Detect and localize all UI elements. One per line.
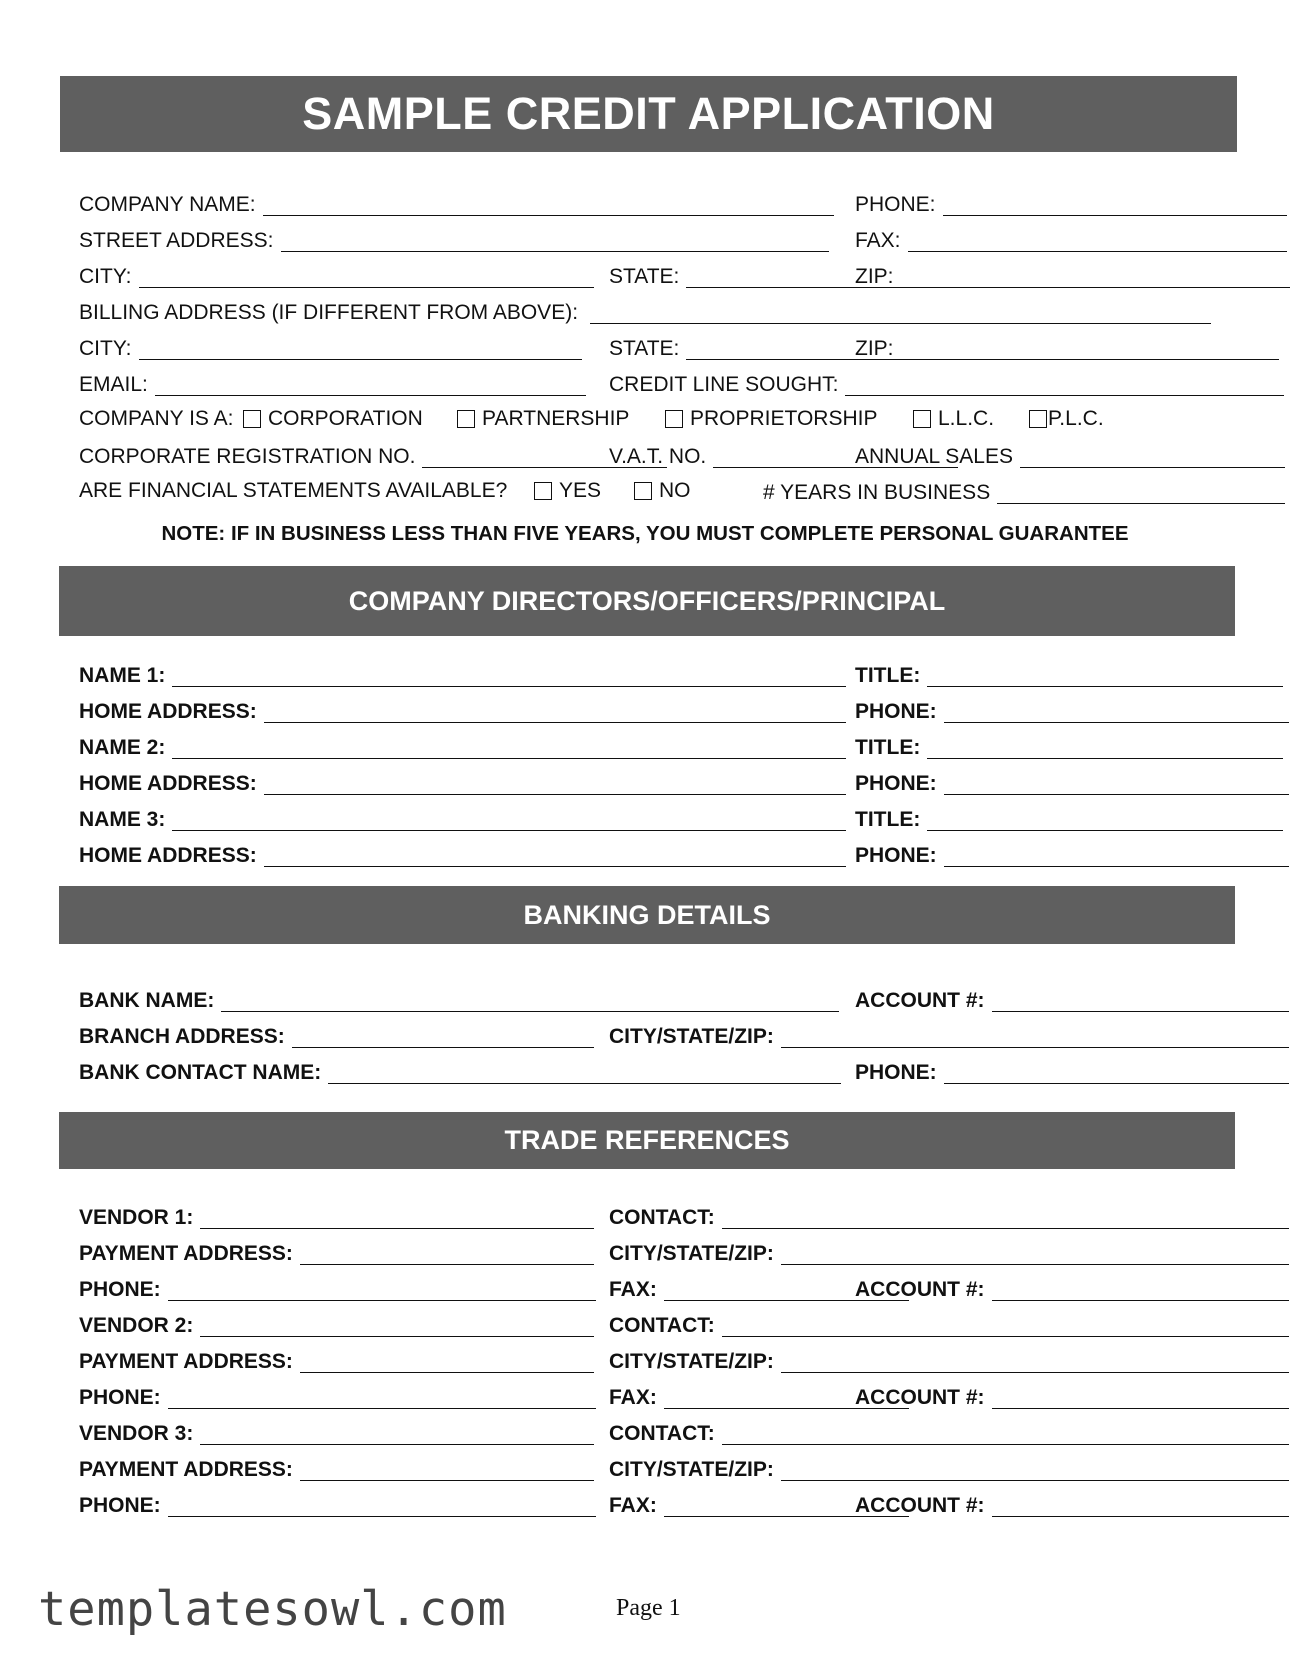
vendor3-phone-input[interactable] bbox=[168, 1496, 596, 1517]
fin-statements-label: ARE FINANCIAL STATEMENTS AVAILABLE? bbox=[79, 479, 508, 502]
director2-phone-input[interactable] bbox=[944, 774, 1289, 795]
vendor3-payment-field[interactable]: PAYMENT ADDRESS: bbox=[79, 1455, 594, 1481]
bank-contact-input[interactable] bbox=[328, 1063, 841, 1084]
director1-title-field[interactable]: TITLE: bbox=[855, 661, 1283, 687]
director3-title-field[interactable]: TITLE: bbox=[855, 805, 1283, 831]
bank-phone-field[interactable]: PHONE: bbox=[855, 1058, 1289, 1084]
vendor3-account-field[interactable]: ACCOUNT #: bbox=[855, 1491, 1289, 1517]
years-field[interactable]: # YEARS IN BUSINESS bbox=[763, 478, 1285, 504]
option-yes[interactable]: YES bbox=[534, 478, 601, 504]
vendor2-payment-field[interactable]: PAYMENT ADDRESS: bbox=[79, 1347, 594, 1373]
vendor3-field[interactable]: VENDOR 3: bbox=[79, 1419, 594, 1445]
director3-title-input[interactable] bbox=[927, 810, 1283, 831]
director1-title-input[interactable] bbox=[927, 666, 1283, 687]
proprietorship-checkbox[interactable] bbox=[665, 410, 683, 428]
company-type-label: COMPANY IS A: bbox=[79, 407, 234, 430]
vendor2-city-field[interactable]: CITY/STATE/ZIP: bbox=[609, 1347, 1289, 1373]
vendor1-payment-field[interactable]: PAYMENT ADDRESS: bbox=[79, 1239, 594, 1265]
bank-city-state-zip-field[interactable]: CITY/STATE/ZIP: bbox=[609, 1022, 1289, 1048]
vendor1-payment-input[interactable] bbox=[300, 1244, 594, 1265]
director1-name-field[interactable]: NAME 1: bbox=[79, 661, 846, 687]
watermark-logo: templatesowl.com bbox=[38, 1582, 507, 1637]
vendor1-city-input[interactable] bbox=[781, 1244, 1289, 1265]
annual-sales-field[interactable]: ANNUAL SALES bbox=[855, 442, 1285, 468]
director2-address-field[interactable]: HOME ADDRESS: bbox=[79, 769, 846, 795]
vendor1-account-field[interactable]: ACCOUNT #: bbox=[855, 1275, 1289, 1301]
company-fax-input[interactable] bbox=[908, 231, 1287, 252]
company-phone-input[interactable] bbox=[943, 195, 1287, 216]
vendor1-phone-field[interactable]: PHONE: bbox=[79, 1275, 596, 1301]
bank-contact-field[interactable]: BANK CONTACT NAME: bbox=[79, 1058, 841, 1084]
email-input[interactable] bbox=[155, 375, 586, 396]
branch-address-field[interactable]: BRANCH ADDRESS: bbox=[79, 1022, 594, 1048]
vendor1-contact-field[interactable]: CONTACT: bbox=[609, 1203, 1289, 1229]
company-name-field[interactable]: COMPANY NAME: bbox=[79, 190, 834, 216]
corp-reg-field[interactable]: CORPORATE REGISTRATION NO. bbox=[79, 442, 599, 468]
director1-phone-field[interactable]: PHONE: bbox=[855, 697, 1289, 723]
director1-address-input[interactable] bbox=[264, 702, 846, 723]
vendor2-input[interactable] bbox=[200, 1316, 594, 1337]
zip-field[interactable]: ZIP: bbox=[855, 262, 1290, 288]
vendor3-input[interactable] bbox=[200, 1424, 594, 1445]
billing-address-input[interactable] bbox=[590, 303, 1211, 324]
years-input[interactable] bbox=[997, 483, 1285, 504]
vendor2-city-input[interactable] bbox=[781, 1352, 1289, 1373]
vat-field[interactable]: V.A.T. NO. bbox=[609, 442, 845, 468]
billing-city-input[interactable] bbox=[139, 339, 582, 360]
option-no[interactable]: NO bbox=[634, 478, 691, 504]
vendor2-contact-field[interactable]: CONTACT: bbox=[609, 1311, 1289, 1337]
street-address-field[interactable]: STREET ADDRESS: bbox=[79, 226, 829, 252]
bank-name-input[interactable] bbox=[221, 991, 839, 1012]
vendor3-city-field[interactable]: CITY/STATE/ZIP: bbox=[609, 1455, 1289, 1481]
director3-name-field[interactable]: NAME 3: bbox=[79, 805, 846, 831]
billing-address-field[interactable]: BILLING ADDRESS (IF DIFFERENT FROM ABOVE): bbox=[79, 298, 1211, 324]
director3-name-input[interactable] bbox=[172, 810, 846, 831]
director2-name-field[interactable]: NAME 2: bbox=[79, 733, 846, 759]
director1-name-input[interactable] bbox=[172, 666, 846, 687]
vendor1-field[interactable]: VENDOR 1: bbox=[79, 1203, 594, 1229]
bank-account-field[interactable]: ACCOUNT #: bbox=[855, 986, 1289, 1012]
vendor3-payment-input[interactable] bbox=[300, 1460, 594, 1481]
bank-name-field[interactable]: BANK NAME: bbox=[79, 986, 839, 1012]
director2-phone-field[interactable]: PHONE: bbox=[855, 769, 1289, 795]
billing-city-field[interactable]: CITY: bbox=[79, 334, 582, 360]
plc-checkbox[interactable] bbox=[1029, 410, 1047, 428]
vendor3-contact-input[interactable] bbox=[722, 1424, 1289, 1445]
option-plc[interactable]: P.L.C. bbox=[1029, 406, 1104, 432]
option-proprietorship[interactable]: PROPRIETORSHIP bbox=[665, 406, 877, 432]
vendor2-contact-input[interactable] bbox=[722, 1316, 1289, 1337]
billing-zip-input[interactable] bbox=[901, 339, 1279, 360]
credit-line-field[interactable]: CREDIT LINE SOUGHT: bbox=[609, 370, 1284, 396]
vendor3-phone-field[interactable]: PHONE: bbox=[79, 1491, 596, 1517]
vendor2-fax-field[interactable]: FAX: bbox=[609, 1383, 847, 1409]
corporation-checkbox[interactable] bbox=[243, 410, 261, 428]
option-partnership[interactable]: PARTNERSHIP bbox=[457, 406, 629, 432]
banking-heading: BANKING DETAILS bbox=[59, 886, 1235, 944]
directors-heading: COMPANY DIRECTORS/OFFICERS/PRINCIPAL bbox=[59, 566, 1235, 636]
vendor1-city-field[interactable]: CITY/STATE/ZIP: bbox=[609, 1239, 1289, 1265]
yes-checkbox[interactable] bbox=[534, 482, 552, 500]
vendor3-contact-field[interactable]: CONTACT: bbox=[609, 1419, 1289, 1445]
vendor2-field[interactable]: VENDOR 2: bbox=[79, 1311, 594, 1337]
director2-address-input[interactable] bbox=[264, 774, 846, 795]
billing-zip-field[interactable]: ZIP: bbox=[855, 334, 1279, 360]
director2-title-input[interactable] bbox=[927, 738, 1283, 759]
city-field[interactable]: CITY: bbox=[79, 262, 594, 288]
vendor2-payment-input[interactable] bbox=[300, 1352, 594, 1373]
page-title: SAMPLE CREDIT APPLICATION bbox=[60, 76, 1237, 152]
vendor2-phone-field[interactable]: PHONE: bbox=[79, 1383, 596, 1409]
trade-heading: TRADE REFERENCES bbox=[59, 1112, 1235, 1169]
director3-phone-field[interactable]: PHONE: bbox=[855, 841, 1289, 867]
credit-line-input[interactable] bbox=[845, 375, 1284, 396]
state-field[interactable]: STATE: bbox=[609, 262, 827, 288]
llc-checkbox[interactable] bbox=[913, 410, 931, 428]
option-corporation[interactable]: CORPORATION bbox=[243, 406, 423, 432]
company-phone-field[interactable]: PHONE: bbox=[855, 190, 1287, 216]
vendor3-account-input[interactable] bbox=[992, 1496, 1290, 1517]
street-address-input[interactable] bbox=[281, 231, 830, 252]
vendor3-city-input[interactable] bbox=[781, 1460, 1289, 1481]
option-llc[interactable]: L.L.C. bbox=[913, 406, 994, 432]
vendor1-fax-field[interactable]: FAX: bbox=[609, 1275, 847, 1301]
company-fax-field[interactable]: FAX: bbox=[855, 226, 1287, 252]
vendor3-fax-field[interactable]: FAX: bbox=[609, 1491, 847, 1517]
director1-phone-input[interactable] bbox=[944, 702, 1289, 723]
vendor1-phone-input[interactable] bbox=[168, 1280, 596, 1301]
company-name-input[interactable] bbox=[263, 195, 834, 216]
city-input[interactable] bbox=[139, 267, 594, 288]
vendor1-contact-input[interactable] bbox=[722, 1208, 1289, 1229]
vendor1-account-input[interactable] bbox=[992, 1280, 1290, 1301]
bank-phone-input[interactable] bbox=[944, 1063, 1289, 1084]
annual-sales-input[interactable] bbox=[1020, 447, 1285, 468]
director3-address-field[interactable]: HOME ADDRESS: bbox=[79, 841, 846, 867]
no-checkbox[interactable] bbox=[634, 482, 652, 500]
page-number: Page 1 bbox=[616, 1595, 681, 1621]
zip-input[interactable] bbox=[901, 267, 1290, 288]
director2-name-input[interactable] bbox=[172, 738, 846, 759]
director3-address-input[interactable] bbox=[264, 846, 846, 867]
director3-phone-input[interactable] bbox=[944, 846, 1289, 867]
bank-account-input[interactable] bbox=[992, 991, 1290, 1012]
guarantee-note: NOTE: IF IN BUSINESS LESS THAN FIVE YEARS, YOU MUST COMPLETE PERSONAL GUARANTEE bbox=[161, 522, 1129, 545]
row-financial bbox=[79, 478, 1219, 504]
vendor2-account-input[interactable] bbox=[992, 1388, 1290, 1409]
email-field[interactable]: EMAIL: bbox=[79, 370, 586, 396]
director2-title-field[interactable]: TITLE: bbox=[855, 733, 1283, 759]
partnership-checkbox[interactable] bbox=[457, 410, 475, 428]
bank-city-state-zip-input[interactable] bbox=[781, 1027, 1289, 1048]
vendor1-input[interactable] bbox=[200, 1208, 594, 1229]
branch-address-input[interactable] bbox=[292, 1027, 594, 1048]
billing-state-field[interactable]: STATE: bbox=[609, 334, 827, 360]
vendor2-phone-input[interactable] bbox=[168, 1388, 596, 1409]
row-company-type bbox=[79, 406, 1219, 432]
vendor2-account-field[interactable]: ACCOUNT #: bbox=[855, 1383, 1289, 1409]
director1-address-field[interactable]: HOME ADDRESS: bbox=[79, 697, 846, 723]
